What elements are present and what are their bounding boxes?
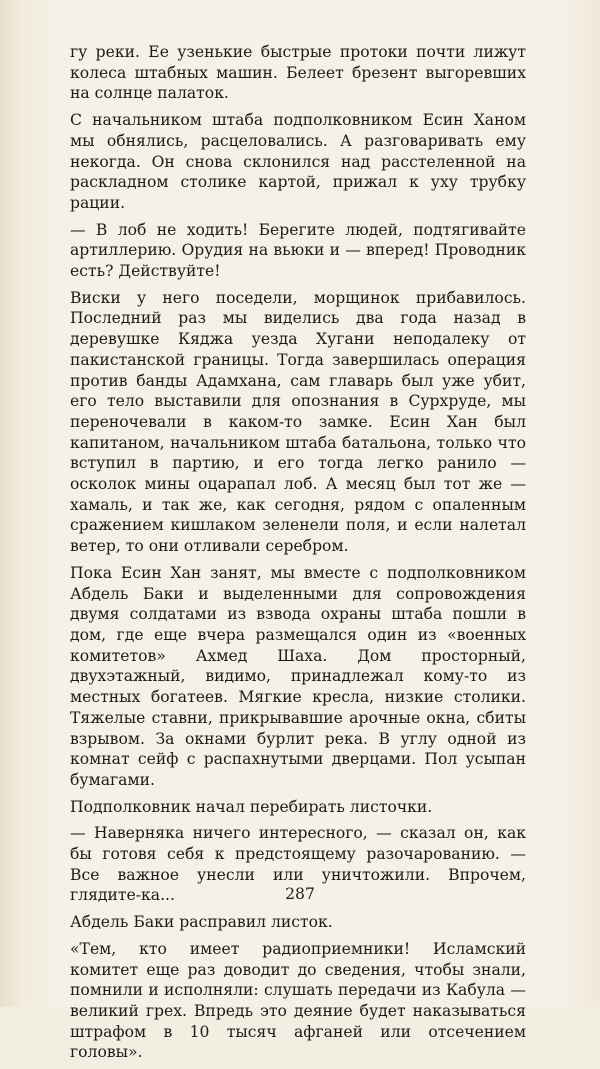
paragraph-dialogue: — Наверняка ничего интересного, — сказал он, как бы готовя себя к предстоящему разочарованию. — Все важное унесли или уничтожили. Впрочем, глядите-ка... bbox=[70, 824, 526, 905]
paragraph-dialogue: — В лоб не ходить! Берегите людей, подтягивайте артиллерию. Орудия на вьюки и — вперед! Проводник есть? Действуйте! bbox=[70, 220, 526, 281]
body-text bbox=[70, 42, 526, 1069]
paragraph: Подполковник начал перебирать листочки. bbox=[70, 797, 433, 816]
paragraph: Абдель Баки расправил листок. bbox=[70, 913, 333, 932]
paragraph: Виски у него поседели, морщинок прибавилось. Последний раз мы виделись два года назад в деревушке Кяджа уезда Хугани неподалеку от пакистанской границы. Тогда завершилась операция против банды Адамхана, сам главарь был уже убит, его тело выставили для опознания в Сурхруде, мы переночевали в каком-то замке. Есин Хан был капитаном, начальником штаба батальона, только что вступил в партию, и его тогда легко ранило — осколок мины оцарапал лоб. А месяц был тот же — хамаль, и так же, как сегодня, рядом с опаленным сражением кишлаком зеленели поля, и если налетал ветер, то они отливали серебром. bbox=[70, 288, 526, 556]
page-number: 287 bbox=[285, 885, 315, 903]
paragraph: Пока Есин Хан занят, мы вместе с подполковником Абдель Баки и выделенными для сопровождения двумя солдатами из взвода охраны штаба пошли в дом, где еще вчера размещался один из «военных комитетов» Ахмед Шаха. Дом просторный, двухэтажный, видимо, принадлежал кому-то из местных богатеев. Мягкие кресла, низкие столики. Тяжелые ставни, прикрывавшие арочные окна, сбиты взрывом. За окнами бурлит река. В углу одной из комнат сейф с распахнутыми дверцами. Пол усыпан бумагами. bbox=[70, 563, 526, 789]
paragraph-quote: «Тем, кто имеет радиоприемники! Исламский комитет еще раз доводит до сведения, чтобы знали, помнили и исполняли: слушать передачи из Кабула — великий грех. Впредь это деяние будет наказываться штрафом в 10 тысяч афганей или отсечением головы». bbox=[70, 939, 526, 1062]
paragraph: С начальником штаба подполковником Есин Ханом мы обнялись, расцеловались. А разговаривать ему некогда. Он снова склонился над расстеленной на раскладном столике картой, прижал к уху трубку рации. bbox=[70, 111, 526, 212]
paragraph-continuation: гу реки. Ее узенькие быстрые протоки почти лижут колеса штабных машин. Белеет брезент выгоревших на солнце палаток. bbox=[70, 43, 526, 103]
